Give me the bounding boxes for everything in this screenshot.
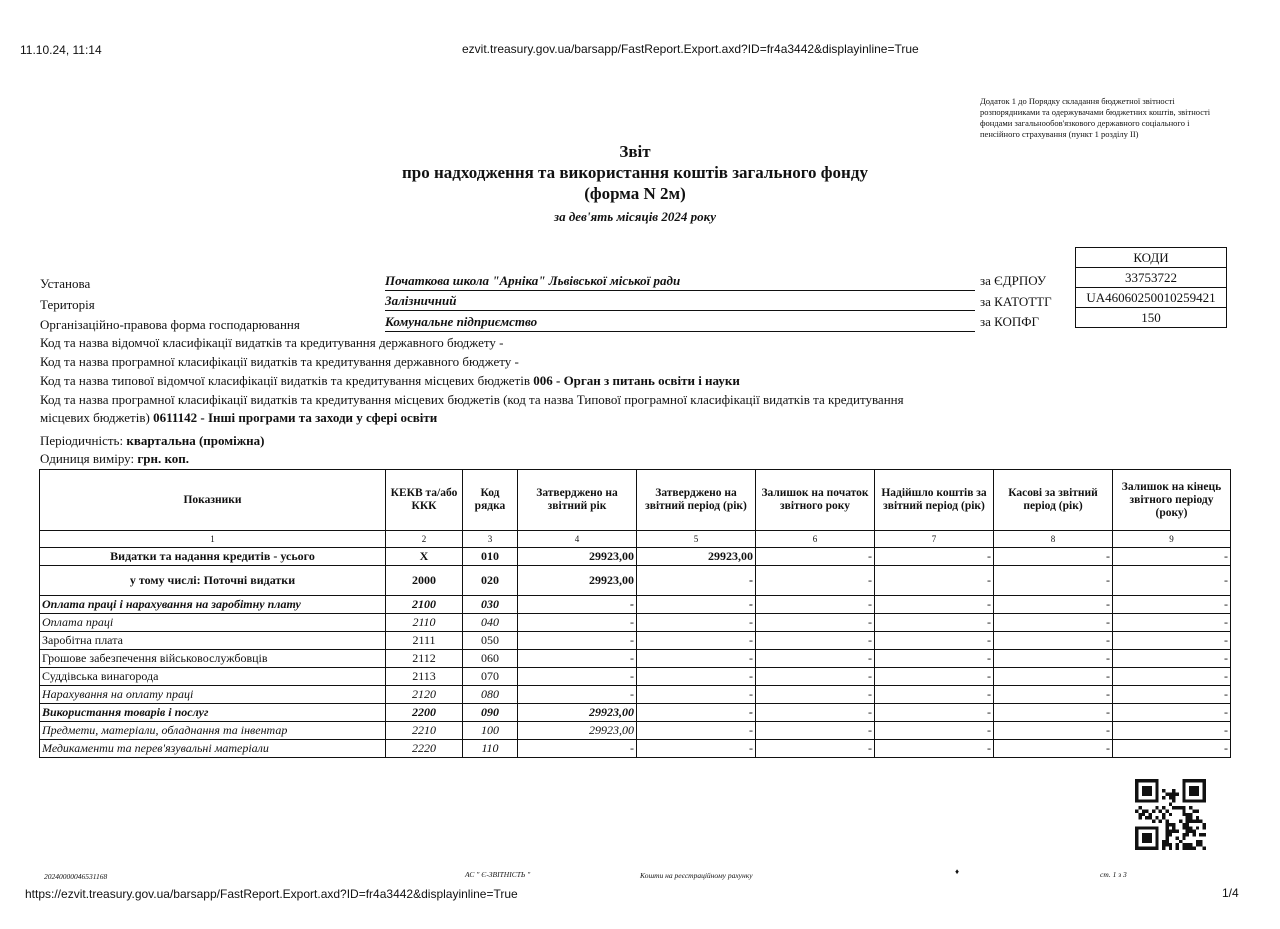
- column-number-row: [40, 531, 1231, 548]
- table-row: [40, 650, 1231, 668]
- row-balance-end: -: [1113, 668, 1231, 686]
- report-subtitle: про надходження та використання коштів загального фонду: [402, 163, 868, 182]
- col-header: Показники: [40, 470, 386, 531]
- col-header: Надійшло коштів за звітний період (рік): [875, 470, 994, 531]
- col-number: 3: [463, 531, 518, 548]
- row-cash: -: [994, 704, 1113, 722]
- row-balance-end: -: [1113, 566, 1231, 596]
- table-header-row: [40, 470, 1231, 531]
- row-balance-start: -: [756, 740, 875, 758]
- row-approved-year: -: [518, 650, 637, 668]
- row-kekv: 2210: [386, 722, 463, 740]
- row-kekv: 2120: [386, 686, 463, 704]
- row-approved-period: -: [637, 740, 756, 758]
- row-balance-start: -: [756, 650, 875, 668]
- local-program-class-b: [40, 410, 437, 426]
- local-program-class-text: місцевих бюджетів): [40, 410, 154, 425]
- report-period: за дев'ять місяців 2024 року: [554, 209, 716, 224]
- institution-value: Початкова школа "Арніка" Львівської міської ради: [385, 273, 975, 291]
- row-name: Грошове забезпечення військовослужбовців: [40, 650, 386, 668]
- row-approved-period: -: [637, 668, 756, 686]
- row-name: Суддівська винагорода: [40, 668, 386, 686]
- row-approved-year: 29923,00: [518, 722, 637, 740]
- territory-label: Територія: [40, 297, 95, 312]
- row-code: 010: [463, 548, 518, 566]
- row-cash: -: [994, 722, 1113, 740]
- row-balance-end: -: [1113, 632, 1231, 650]
- row-balance-start: -: [756, 686, 875, 704]
- row-balance-start: -: [756, 596, 875, 614]
- row-balance-end: -: [1113, 704, 1231, 722]
- unit-label: Одиниця виміру:: [40, 451, 138, 466]
- row-cash: -: [994, 632, 1113, 650]
- row-received: -: [875, 650, 994, 668]
- code-katottg: UA46060250010259421: [1076, 288, 1227, 308]
- row-name: Видатки та надання кредитів - усього: [40, 548, 386, 566]
- row-approved-year: -: [518, 596, 637, 614]
- codes-header: КОДИ: [1076, 248, 1227, 268]
- row-approved-period: -: [637, 632, 756, 650]
- table-row: [40, 614, 1231, 632]
- row-received: -: [875, 704, 994, 722]
- row-kekv: 2200: [386, 704, 463, 722]
- row-approved-year: 29923,00: [518, 548, 637, 566]
- col-number: 4: [518, 531, 637, 548]
- institution-label: Установа: [40, 276, 91, 291]
- row-received: -: [875, 614, 994, 632]
- col-number: 5: [637, 531, 756, 548]
- qr-code-icon: [1135, 779, 1206, 850]
- report-form-number: (форма N 2м): [584, 184, 686, 203]
- row-approved-year: -: [518, 614, 637, 632]
- row-cash: -: [994, 596, 1113, 614]
- print-datetime: 11.10.24, 11:14: [20, 43, 102, 57]
- row-code: 020: [463, 566, 518, 596]
- row-approved-year: -: [518, 686, 637, 704]
- appendix-note: Додаток 1 до Порядку складання бюджетної звітності розпорядниками та одержувачами бюджетних коштів, звітності фондами загальнообов'язкового державного соціального і пенсійного страхування (пункт 1 розділу ІІ): [980, 96, 1211, 139]
- row-approved-year: -: [518, 632, 637, 650]
- footer-note: Кошти на реєстраційному рахунку: [640, 871, 753, 880]
- row-cash: -: [994, 614, 1113, 632]
- row-kekv: 2113: [386, 668, 463, 686]
- local-dept-class: [40, 373, 740, 389]
- form-label: Організаційно-правова форма господарювання: [40, 317, 300, 332]
- local-program-class-value: 0611142 - Інші програми та заходи у сфері освіти: [153, 410, 438, 425]
- row-kekv: 2111: [386, 632, 463, 650]
- row-code: 100: [463, 722, 518, 740]
- periodicity-value: квартальна (проміжна): [126, 433, 265, 448]
- row-name: Використання товарів і послуг: [40, 704, 386, 722]
- row-name: Заробітна плата: [40, 632, 386, 650]
- report-table: [39, 469, 1231, 758]
- local-dept-class-value: 006 - Орган з питань освіти і науки: [533, 373, 740, 388]
- col-header: Код рядка: [463, 470, 518, 531]
- table-row: [40, 668, 1231, 686]
- row-kekv: 2220: [386, 740, 463, 758]
- table-row: [40, 722, 1231, 740]
- row-balance-end: -: [1113, 740, 1231, 758]
- report-title: Звіт: [619, 142, 651, 161]
- row-code: 090: [463, 704, 518, 722]
- table-row: [40, 596, 1231, 614]
- col-number: 1: [40, 531, 386, 548]
- row-code: 050: [463, 632, 518, 650]
- code-edrpou: 33753722: [1076, 268, 1227, 288]
- row-cash: -: [994, 650, 1113, 668]
- row-received: -: [875, 668, 994, 686]
- col-number: 6: [756, 531, 875, 548]
- form-value: Комунальне підприємство: [385, 314, 975, 332]
- row-approved-year: -: [518, 740, 637, 758]
- row-received: -: [875, 596, 994, 614]
- row-name: у тому числі: Поточні видатки: [40, 566, 386, 596]
- col-number: 7: [875, 531, 994, 548]
- row-received: -: [875, 632, 994, 650]
- col-header: КЕКВ та/або ККК: [386, 470, 463, 531]
- row-balance-end: -: [1113, 614, 1231, 632]
- row-code: 110: [463, 740, 518, 758]
- table-row: [40, 686, 1231, 704]
- row-code: 040: [463, 614, 518, 632]
- state-dept-class: Код та назва відомчої класифікації видатків та кредитування державного бюджету -: [40, 335, 504, 350]
- row-cash: -: [994, 548, 1113, 566]
- col-header: Затверджено на звітний період (рік): [637, 470, 756, 531]
- row-cash: -: [994, 686, 1113, 704]
- row-approved-period: -: [637, 614, 756, 632]
- row-code: 030: [463, 596, 518, 614]
- row-kekv: X: [386, 548, 463, 566]
- col-number: 9: [1113, 531, 1231, 548]
- row-balance-start: -: [756, 632, 875, 650]
- row-received: -: [875, 686, 994, 704]
- row-balance-end: -: [1113, 650, 1231, 668]
- row-balance-end: -: [1113, 686, 1231, 704]
- unit-value: грн. коп.: [137, 451, 190, 466]
- edrpou-label: за ЄДРПОУ: [980, 273, 1047, 288]
- territory-value: Залізничний: [385, 293, 975, 311]
- bullet-icon: ♦: [955, 867, 960, 876]
- row-approved-period: -: [637, 650, 756, 668]
- col-number: 2: [386, 531, 463, 548]
- print-page-number: 1/4: [1222, 886, 1239, 900]
- row-balance-start: -: [756, 704, 875, 722]
- col-header: Касові за звітний період (рік): [994, 470, 1113, 531]
- row-cash: -: [994, 668, 1113, 686]
- row-approved-period: -: [637, 722, 756, 740]
- row-approved-period: -: [637, 704, 756, 722]
- page-of: ст. 1 з 3: [1100, 870, 1127, 879]
- code-kopfg: 150: [1076, 308, 1227, 328]
- row-approved-period: -: [637, 596, 756, 614]
- row-balance-end: -: [1113, 596, 1231, 614]
- row-approved-year: 29923,00: [518, 704, 637, 722]
- col-header: Залишок на початок звітного року: [756, 470, 875, 531]
- row-balance-start: -: [756, 722, 875, 740]
- table-row: [40, 632, 1231, 650]
- row-cash: -: [994, 740, 1113, 758]
- row-approved-year: 29923,00: [518, 566, 637, 596]
- state-program-class: Код та назва програмної класифікації видатків та кредитування державного бюджету -: [40, 354, 519, 369]
- row-kekv: 2110: [386, 614, 463, 632]
- local-program-class-a: Код та назва програмної класифікації видатків та кредитування місцевих бюджетів (код та назва Типової програмної класифікації видатків та кредитування: [40, 392, 904, 407]
- katottg-label: за КАТОТТГ: [980, 294, 1052, 309]
- row-kekv: 2000: [386, 566, 463, 596]
- print-url-bottom: https://ezvit.treasury.gov.ua/barsapp/FastReport.Export.axd?ID=fr4a3442&displayinline=True: [25, 887, 518, 901]
- row-balance-start: -: [756, 566, 875, 596]
- row-name: Предмети, матеріали, обладнання та інвентар: [40, 722, 386, 740]
- periodicity-label: Періодичність:: [40, 433, 127, 448]
- table-row: [40, 740, 1231, 758]
- row-name: Оплата праці і нарахування на заробітну плату: [40, 596, 386, 614]
- row-kekv: 2100: [386, 596, 463, 614]
- kopfg-label: за КОПФГ: [980, 314, 1040, 329]
- row-balance-end: -: [1113, 548, 1231, 566]
- row-received: -: [875, 548, 994, 566]
- table-row: [40, 548, 1231, 566]
- row-code: 060: [463, 650, 518, 668]
- row-balance-start: -: [756, 548, 875, 566]
- local-dept-class-text: Код та назва типової відомчої класифікації видатків та кредитування місцевих бюджетів: [40, 373, 534, 388]
- print-url-top: ezvit.treasury.gov.ua/barsapp/FastReport.Export.axd?ID=fr4a3442&displayinline=True: [462, 42, 919, 56]
- col-number: 8: [994, 531, 1113, 548]
- row-balance-start: -: [756, 614, 875, 632]
- periodicity: [40, 433, 264, 449]
- row-name: Медикаменти та перев'язувальні матеріали: [40, 740, 386, 758]
- row-approved-period: -: [637, 566, 756, 596]
- system-name: АС " Є-ЗВІТНІСТЬ ": [465, 870, 531, 879]
- col-header: Затверджено на звітний рік: [518, 470, 637, 531]
- row-name: Нарахування на оплату праці: [40, 686, 386, 704]
- row-received: -: [875, 740, 994, 758]
- row-approved-period: -: [637, 686, 756, 704]
- row-cash: -: [994, 566, 1113, 596]
- row-kekv: 2112: [386, 650, 463, 668]
- unit: [40, 451, 189, 467]
- row-approved-period: 29923,00: [637, 548, 756, 566]
- codes-table: [1075, 247, 1227, 328]
- table-row: [40, 566, 1231, 596]
- row-name: Оплата праці: [40, 614, 386, 632]
- row-received: -: [875, 566, 994, 596]
- col-header: Залишок на кінець звітного періоду (року): [1113, 470, 1231, 531]
- row-balance-end: -: [1113, 722, 1231, 740]
- row-approved-year: -: [518, 668, 637, 686]
- row-code: 070: [463, 668, 518, 686]
- table-row: [40, 704, 1231, 722]
- row-code: 080: [463, 686, 518, 704]
- row-received: -: [875, 722, 994, 740]
- doc-number: 20240000046531168: [44, 872, 108, 881]
- row-balance-start: -: [756, 668, 875, 686]
